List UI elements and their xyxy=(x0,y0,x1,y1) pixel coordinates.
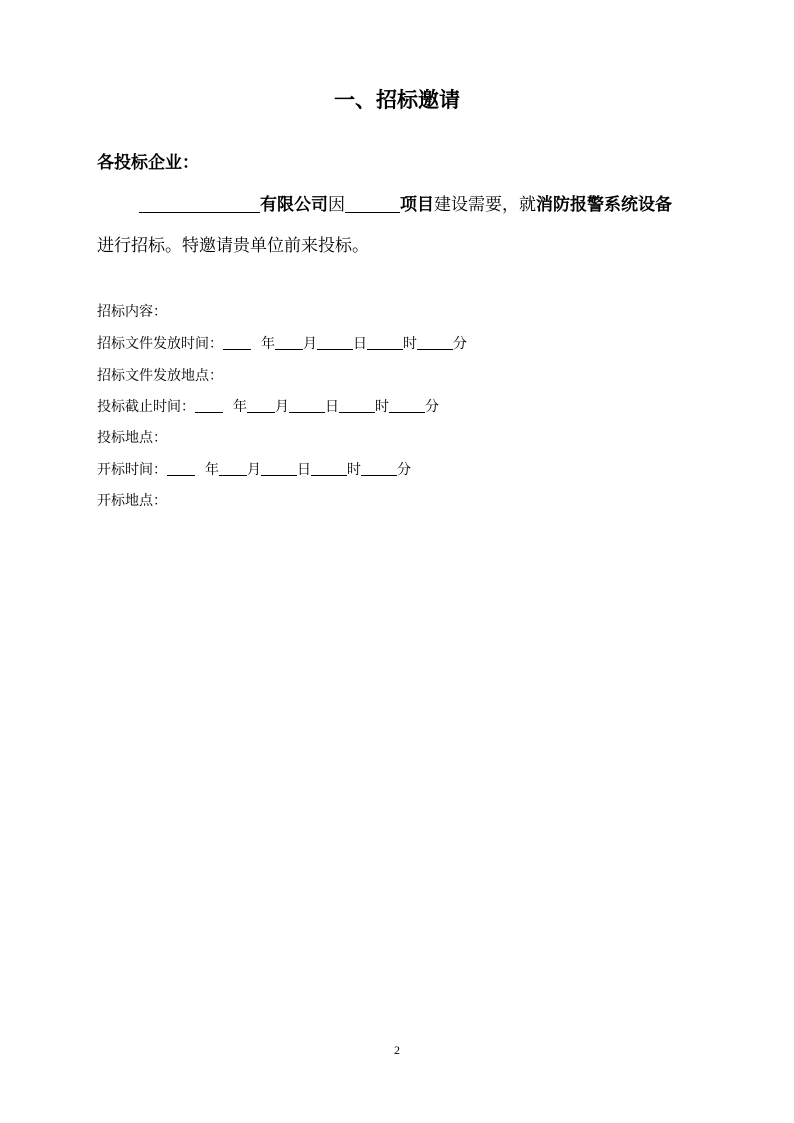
day-blank[interactable] xyxy=(289,398,325,413)
bid-content-line xyxy=(97,302,167,322)
bid-deadline-label: 投标截止时间： xyxy=(97,399,195,415)
year-unit: 年 xyxy=(233,399,247,415)
opening-time-line xyxy=(97,460,411,480)
hour-blank[interactable] xyxy=(311,461,347,476)
day-blank[interactable] xyxy=(317,335,353,350)
minute-blank[interactable] xyxy=(389,398,425,413)
invitation-paragraph-line-2: 进行招标。特邀请贵单位前来投标。 xyxy=(97,236,369,256)
opening-place-line xyxy=(97,491,167,511)
page-title: 一、招标邀请 xyxy=(334,88,460,112)
bid-deadline-line xyxy=(97,397,439,417)
because-text: 因 xyxy=(328,195,345,215)
bid-place-label: 投标地点： xyxy=(97,430,167,446)
doc-release-time-line xyxy=(97,334,467,354)
minute-blank[interactable] xyxy=(417,335,453,350)
hour-blank[interactable] xyxy=(367,335,403,350)
day-blank[interactable] xyxy=(261,461,297,476)
opening-place-label: 开标地点： xyxy=(97,493,167,509)
month-blank[interactable] xyxy=(247,398,275,413)
bid-content-label: 招标内容： xyxy=(97,304,167,320)
company-name-blank[interactable] xyxy=(139,193,260,213)
page-number: 2 xyxy=(394,1043,400,1057)
hour-blank[interactable] xyxy=(339,398,375,413)
equipment-name: 消防报警系统设备 xyxy=(536,195,672,215)
hour-unit: 时 xyxy=(375,399,389,415)
doc-release-time-label: 招标文件发放时间： xyxy=(97,336,223,352)
year-blank[interactable] xyxy=(195,398,223,413)
project-name-blank[interactable] xyxy=(345,193,400,213)
day-unit: 日 xyxy=(297,462,311,478)
construction-need-text: 建设需要，就 xyxy=(434,195,536,215)
hour-unit: 时 xyxy=(403,336,417,352)
project-word: 项目 xyxy=(400,195,434,215)
day-unit: 日 xyxy=(353,336,367,352)
year-unit: 年 xyxy=(205,462,219,478)
day-unit: 日 xyxy=(325,399,339,415)
salutation: 各投标企业： xyxy=(97,153,199,173)
year-blank[interactable] xyxy=(167,461,195,476)
company-suffix: 有限公司 xyxy=(260,195,328,215)
doc-release-place-line xyxy=(97,366,223,386)
hour-unit: 时 xyxy=(347,462,361,478)
doc-release-place-label: 招标文件发放地点： xyxy=(97,368,223,384)
month-unit: 月 xyxy=(303,336,317,352)
invitation-paragraph-line-1 xyxy=(139,192,672,218)
month-blank[interactable] xyxy=(275,335,303,350)
year-unit: 年 xyxy=(261,336,275,352)
minute-unit: 分 xyxy=(425,399,439,415)
minute-unit: 分 xyxy=(453,336,467,352)
bid-place-line xyxy=(97,428,167,448)
month-blank[interactable] xyxy=(219,461,247,476)
year-blank[interactable] xyxy=(223,335,251,350)
minute-blank[interactable] xyxy=(361,461,397,476)
opening-time-label: 开标时间： xyxy=(97,462,167,478)
month-unit: 月 xyxy=(275,399,289,415)
minute-unit: 分 xyxy=(397,462,411,478)
month-unit: 月 xyxy=(247,462,261,478)
